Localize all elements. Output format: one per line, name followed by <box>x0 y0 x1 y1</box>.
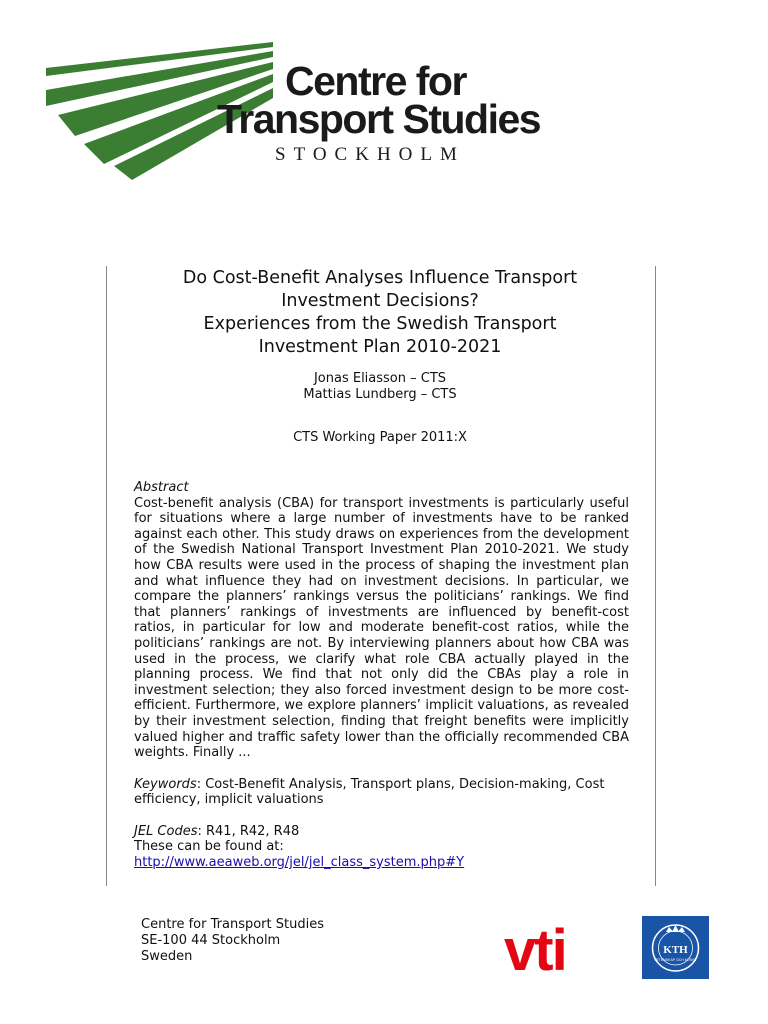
found-at-text: These can be found at: <box>134 839 284 855</box>
address-line: Sweden <box>141 949 193 964</box>
author: Mattias Lundberg – CTS <box>303 387 457 402</box>
title-line: Investment Decisions? <box>281 291 479 311</box>
logo-org-line1: Centre for <box>285 58 466 104</box>
logo-org-line2: Transport Studies <box>217 96 541 142</box>
address-line: Centre for Transport Studies <box>141 917 324 932</box>
title-line: Experiences from the Swedish Transport <box>203 314 557 334</box>
cts-logo <box>44 40 564 190</box>
kth-motto: VETENSKAP OCH KONST <box>654 958 697 962</box>
keywords <box>134 777 629 808</box>
jel-link[interactable]: http://www.aeaweb.org/jel/jel_class_system.php#Y <box>134 855 465 871</box>
address-block <box>141 917 324 965</box>
kth-logo <box>642 916 709 979</box>
kth-seal-graphic <box>642 916 709 979</box>
vti-logo: vti <box>504 918 566 983</box>
paper-title <box>106 267 654 359</box>
jel-text: : R41, R42, R48 <box>197 823 300 839</box>
jel-codes <box>134 824 629 840</box>
abstract-heading: Abstract <box>134 480 189 495</box>
working-paper-id: CTS Working Paper 2011:X <box>293 430 467 445</box>
keywords-text: : Cost-Benefit Analysis, Transport plans, Decision-making, Cost efficiency, implicit valuations <box>134 776 605 808</box>
kth-logo-text: KTH <box>663 944 688 956</box>
address-line: SE-100 44 Stockholm <box>141 933 281 948</box>
abstract-text: Cost-benefit analysis (CBA) for transport investments is particularly useful for situations where a large number of investments have to be ranked against each other. This study draws on experiences from the development of the Swedish National Transport Investment Plan 2010-2021. We study how CBA results were used in the process of shaping the investment plan and what influence they had on investment decisions. In particular, we compare the planners’ rankings versus the politicians’ rankings. We find that planners’ rankings of investments are influenced by benefit-cost ratios, in particular for low and moderate benefit-cost ratios, while the politicians’ rankings are not. By interviewing planners about how CBA was used in the process, we clarify what role CBA actually played in the planning process. We find that not only did the CBAs play a role in investment selection; they also forced investment design to be more cost-efficient. Furthermore, we explore planners’ implicit valuations, as revealed by their investment selection, finding that freight benefits were implicitly valued higher and traffic safety lower than the officially recommended CBA weights. Finally ... <box>134 495 629 761</box>
logo-city: STOCKHOLM <box>275 144 465 165</box>
keywords-label: Keywords <box>134 776 197 792</box>
author: Jonas Eliasson – CTS <box>313 371 447 386</box>
author-list <box>106 371 654 403</box>
title-line: Do Cost-Benefit Analyses Influence Transport <box>182 268 578 288</box>
title-line: Investment Plan 2010-2021 <box>258 337 502 357</box>
abstract-section <box>134 480 629 871</box>
jel-label: JEL Codes <box>134 823 198 839</box>
